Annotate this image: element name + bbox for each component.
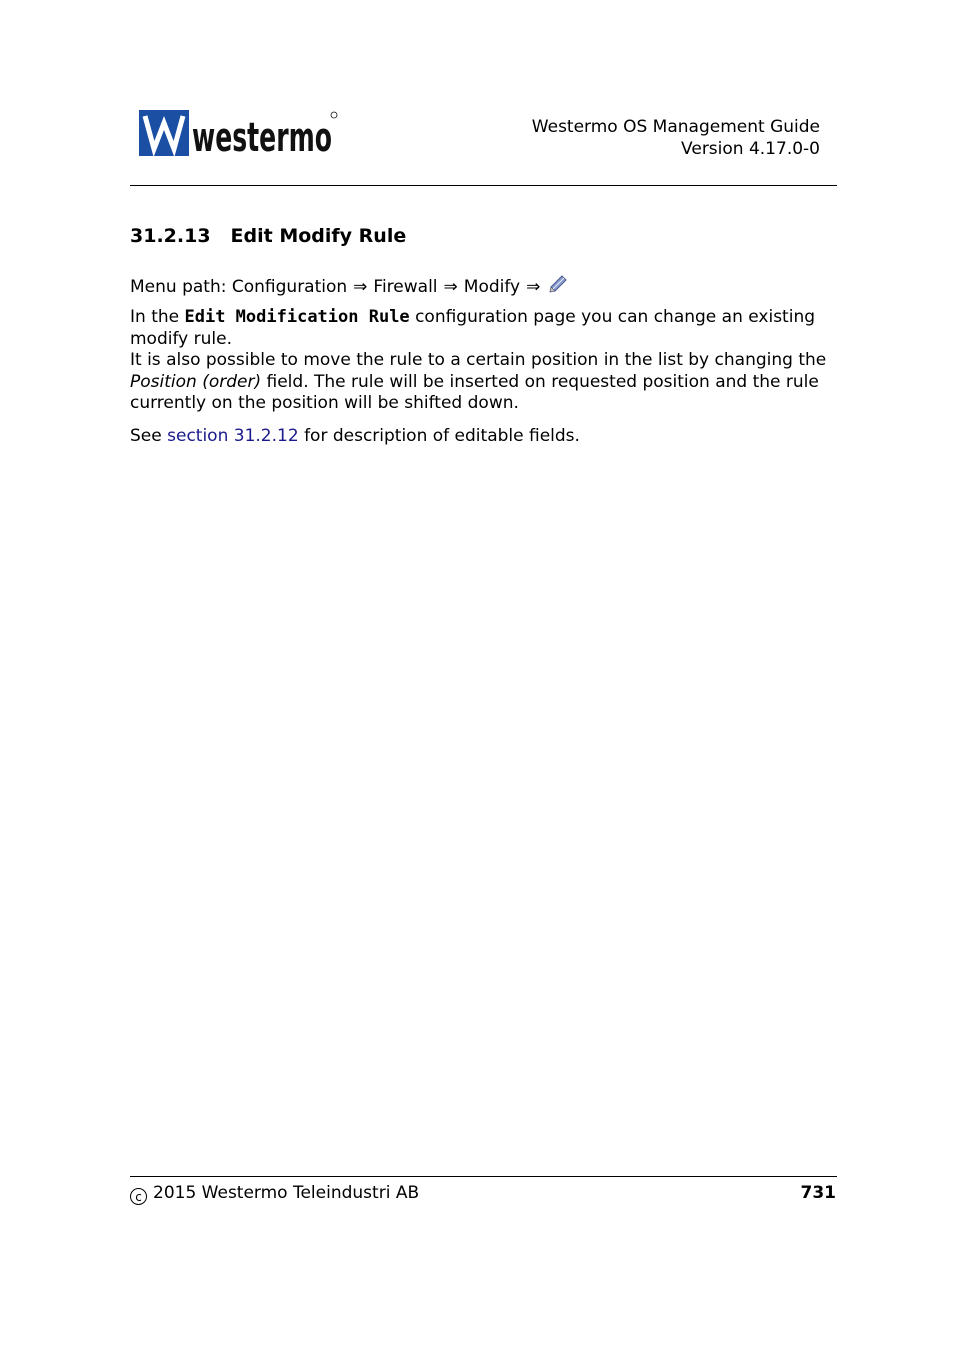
doc-version: Version 4.17.0-0	[681, 139, 820, 159]
header-info	[532, 116, 820, 160]
paragraph-text: for description of editable fields.	[304, 426, 580, 446]
copyright-text: 2015 Westermo Teleindustri AB	[153, 1183, 420, 1203]
footer-divider	[130, 1176, 837, 1177]
westermo-logo	[139, 109, 339, 159]
section-number: 31.2.13	[130, 225, 211, 247]
page-name: Edit Modification Rule	[184, 307, 410, 327]
menu-path-separator: ⇒	[526, 277, 541, 297]
see-also-paragraph	[130, 426, 838, 448]
menu-path-label: Menu path:	[130, 277, 227, 297]
logo-wordmark: westermo	[192, 115, 332, 161]
description-paragraph	[130, 307, 838, 415]
menu-path-item-modify: Modify	[463, 277, 521, 297]
paragraph-text: configuration page you can change an existing modify rule.	[130, 307, 816, 349]
paragraph-text: See	[130, 426, 162, 446]
copyright-icon: c	[130, 1188, 147, 1205]
doc-title: Westermo OS Management Guide	[531, 117, 820, 137]
pencil-icon	[548, 274, 568, 294]
menu-path	[130, 274, 568, 298]
section-title: Edit Modify Rule	[230, 225, 407, 247]
paragraph-text: It is also possible to move the rule to a certain position in the list by changing the	[130, 350, 827, 371]
field-name: Position (order)	[130, 371, 262, 392]
section-heading	[130, 224, 406, 248]
menu-path-item-firewall: Firewall	[373, 277, 438, 297]
footer-copyright	[130, 1182, 419, 1205]
page-number: 731	[800, 1183, 836, 1203]
menu-path-separator: ⇒	[443, 277, 458, 297]
paragraph-text: field. The rule will be inserted on requested position and the rule currently on the position will be shifted down.	[130, 371, 819, 414]
menu-path-item-configuration: Configuration	[231, 277, 348, 297]
paragraph-text: In the	[130, 307, 180, 327]
section-link[interactable]: section 31.2.12	[167, 426, 299, 446]
header-divider	[130, 185, 837, 186]
menu-path-separator: ⇒	[353, 277, 368, 297]
